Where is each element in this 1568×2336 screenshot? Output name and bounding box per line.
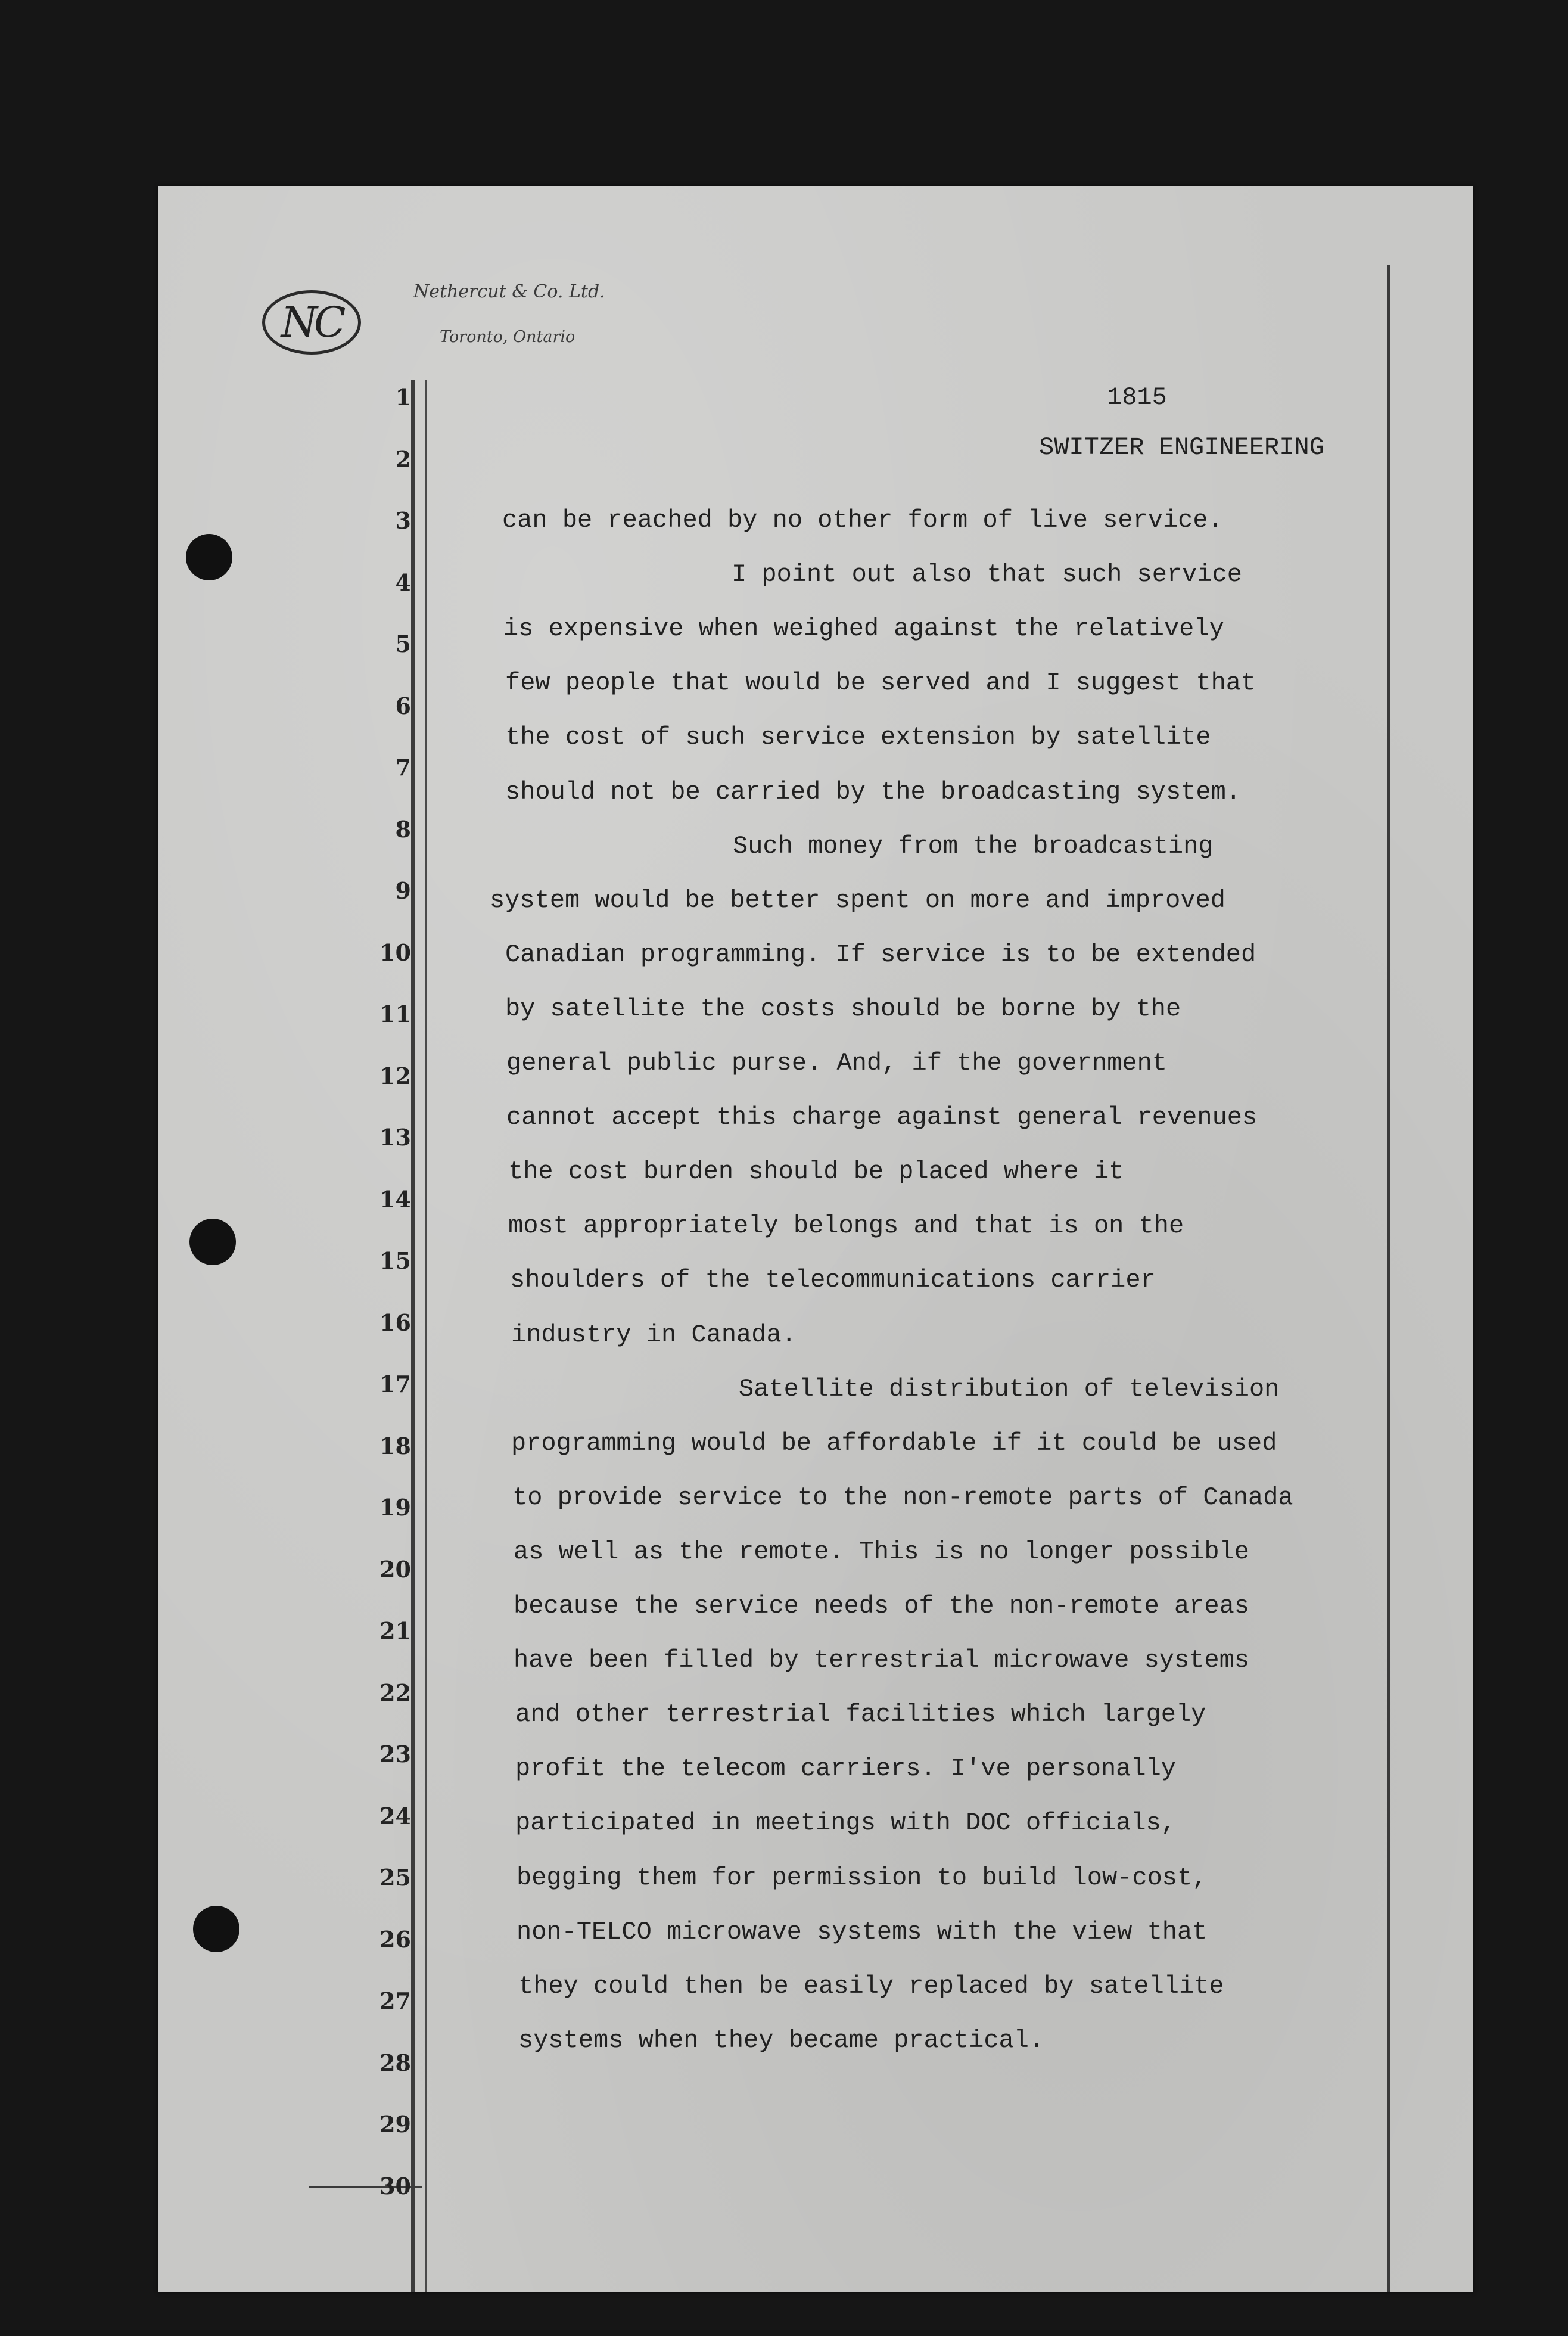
text-line: to provide service to the non-remote parts of Canada	[512, 1483, 1293, 1512]
page-number: 1815	[1107, 383, 1167, 412]
line-number: 3	[395, 507, 411, 534]
line-number: 11	[379, 1001, 411, 1027]
line-number: 7	[395, 754, 411, 781]
text-line: is expensive when weighed against the relatively	[503, 614, 1224, 644]
line-number: 22	[379, 1679, 411, 1706]
text-line: profit the telecom carriers. I've personally	[515, 1754, 1176, 1784]
page-header: SWITZER ENGINEERING	[1039, 433, 1324, 462]
text-line: can be reached by no other form of live service.	[502, 506, 1223, 535]
company-name: Nethercut & Co. Ltd.	[413, 281, 605, 302]
right-margin-rule	[1387, 265, 1390, 2292]
line-number: 9	[395, 877, 411, 904]
company-city: Toronto, Ontario	[440, 328, 575, 346]
text-line: and other terrestrial facilities which largely	[515, 1700, 1206, 1729]
text-line: as well as the remote. This is no longer possible	[514, 1537, 1250, 1566]
line-number: 25	[379, 1864, 411, 1891]
text-line: most appropriately belongs and that is on the	[508, 1212, 1184, 1241]
line-number: 13	[379, 1124, 411, 1151]
line-number: 30	[379, 2172, 411, 2200]
line-number: 23	[379, 1741, 411, 1767]
line-number: 29	[379, 2111, 411, 2138]
text-line: because the service needs of the non-remote areas	[514, 1592, 1250, 1620]
text-line: few people that would be served and I suggest that	[505, 669, 1256, 698]
text-line: Such money from the broadcasting	[733, 831, 1214, 861]
text-line: general public purse. And, if the government	[506, 1049, 1167, 1077]
line-number: 26	[379, 1925, 411, 1953]
punch-hole	[186, 534, 232, 580]
text-line: the cost burden should be placed where it	[508, 1157, 1124, 1186]
text-line: I point out also that such service	[732, 560, 1242, 589]
text-line: shoulders of the telecommunications carrier	[510, 1266, 1156, 1295]
text-line: cannot accept this charge against general revenues	[506, 1103, 1258, 1132]
text-line: begging them for permission to build low-cost,	[517, 1863, 1208, 1892]
left-margin-rule	[411, 380, 415, 2292]
text-line: have been filled by terrestrial microwave systems	[514, 1646, 1250, 1675]
line-number: 24	[379, 1802, 411, 1829]
line-number: 14	[379, 1185, 411, 1213]
punch-hole	[193, 1906, 239, 1952]
text-line: industry in Canada.	[511, 1320, 797, 1349]
line-number: 12	[379, 1062, 411, 1089]
text-line: they could then be easily replaced by satellite	[518, 1971, 1224, 2000]
line-number: 2	[395, 445, 411, 473]
line-number: 4	[395, 569, 411, 596]
line-number: 6	[395, 692, 411, 719]
text-line: the cost of such service extension by satellite	[505, 723, 1211, 752]
text-line: by satellite the costs should be borne by the	[505, 994, 1181, 1023]
line-number: 28	[379, 2049, 411, 2076]
line-number: 16	[379, 1309, 411, 1336]
text-line: participated in meetings with DOC officials,	[515, 1809, 1176, 1838]
text-line: Satellite distribution of television	[739, 1374, 1280, 1403]
line-number: 27	[379, 1987, 411, 2014]
text-line: Canadian programming. If service is to be extended	[505, 940, 1256, 969]
line-number: 19	[379, 1494, 411, 1521]
line-number: 5	[395, 630, 411, 657]
logo-text: NC	[281, 298, 343, 347]
line-number: 10	[379, 939, 411, 966]
text-line: systems when they became practical.	[518, 2026, 1044, 2055]
line-number: 18	[379, 1432, 411, 1459]
left-margin-rule-inner	[425, 380, 427, 2292]
text-line: programming would be affordable if it could be used	[511, 1428, 1277, 1458]
line-number: 17	[379, 1371, 411, 1397]
punch-hole	[189, 1219, 236, 1265]
line-number: 1	[395, 384, 411, 411]
text-line: should not be carried by the broadcasting system.	[505, 777, 1242, 806]
line-number: 8	[395, 815, 411, 843]
company-logo	[262, 290, 361, 355]
line-number: 20	[379, 1555, 411, 1583]
line-number: 15	[379, 1247, 411, 1274]
text-line: non-TELCO microwave systems with the view that	[517, 1917, 1208, 1946]
line-number: 21	[379, 1617, 411, 1644]
text-line: system would be better spent on more and improved	[490, 886, 1226, 915]
